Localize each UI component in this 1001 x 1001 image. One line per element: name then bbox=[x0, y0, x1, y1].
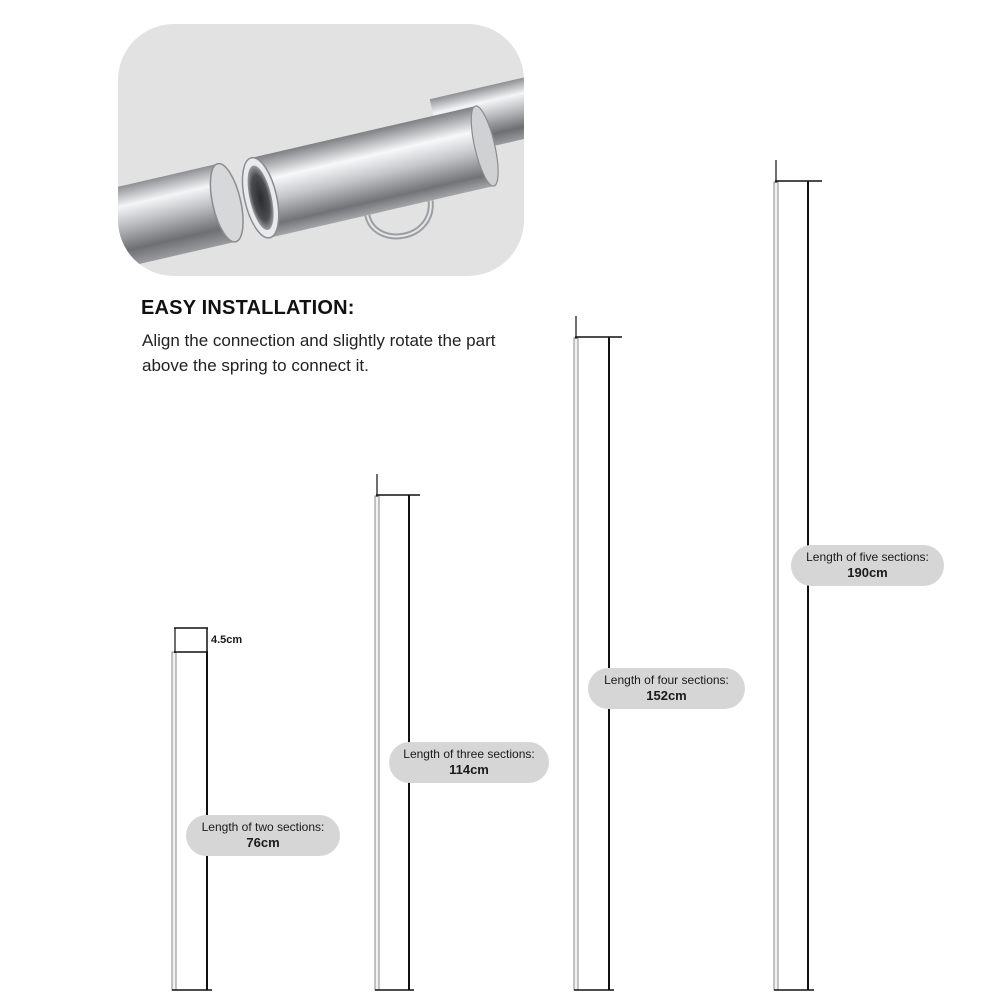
tip-length-label: 4.5cm bbox=[211, 634, 243, 646]
length-label-five-sections bbox=[791, 545, 944, 586]
length-value: 114cm bbox=[449, 762, 489, 777]
length-value: 152cm bbox=[646, 688, 687, 703]
length-caption: Length of five sections: bbox=[806, 550, 929, 564]
installation-description: Align the connection and slightly rotate the part above the spring to connect it. bbox=[142, 331, 496, 375]
length-value: 190cm bbox=[847, 565, 888, 580]
length-caption: Length of three sections: bbox=[403, 747, 535, 761]
pole-two-sections bbox=[172, 628, 212, 990]
length-caption: Length of two sections: bbox=[201, 820, 325, 834]
length-label-two-sections bbox=[186, 815, 340, 856]
pole-three-sections bbox=[375, 474, 420, 990]
length-label-four-sections bbox=[588, 668, 745, 709]
length-caption: Length of four sections: bbox=[604, 673, 729, 687]
installation-title: EASY INSTALLATION: bbox=[141, 297, 355, 319]
pole-four-sections bbox=[574, 316, 622, 990]
length-label-three-sections bbox=[389, 742, 549, 783]
length-value: 76cm bbox=[246, 835, 280, 850]
